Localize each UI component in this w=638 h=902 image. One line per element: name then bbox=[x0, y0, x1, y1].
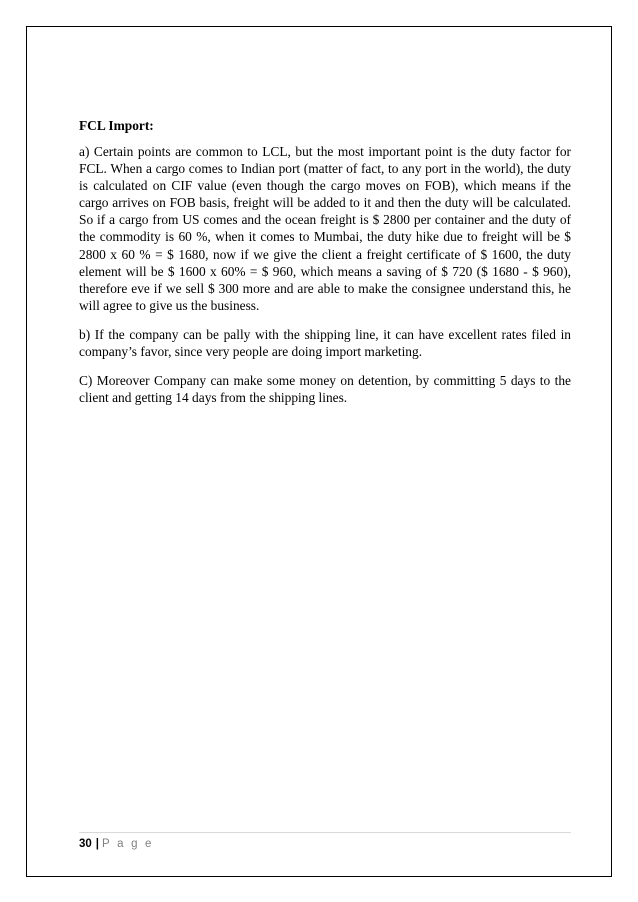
page-footer bbox=[79, 837, 154, 851]
document-body bbox=[79, 117, 571, 418]
paragraph-b: b) If the company can be pally with the shipping line, it can have excellent rates filed in company’s favor, since very people are doing import marketing. bbox=[79, 326, 571, 360]
section-heading: FCL Import: bbox=[79, 118, 154, 133]
footer-divider bbox=[79, 832, 571, 833]
paragraph-c: C) Moreover Company can make some money on detention, by committing 5 days to the client and getting 14 days from the shipping lines. bbox=[79, 373, 571, 406]
page-label: P a g e bbox=[102, 838, 154, 850]
page-number: 30 bbox=[79, 838, 92, 850]
footer-separator: | bbox=[95, 838, 100, 850]
paragraph-a: a) Certain points are common to LCL, but the most important point is the duty factor for FCL. When a cargo comes to Indian port (matter of fact, to any port in the world), the duty is calculated on CIF value (even though the cargo moves on FOB), which means if the cargo arrives on FOB basis, freight will be added to it and then the duty will be calculated. So if a cargo from US comes and the ocean freight is $ 2800 per container and the duty of the commodity is 60 %, when it comes to Mumbai, the duty hike due to freight will be $ 2800 x 60 % = $ 1680, now if we give the client a freight certificate of $ 1600, the duty element will be $ 1600 x 60% = $ 960, which means a saving of $ 720 ($ 1680 - $ 960), therefore eve if we sell $ 300 more and are able to make the consignee understand this, he will agree to give us the business. bbox=[79, 144, 571, 313]
